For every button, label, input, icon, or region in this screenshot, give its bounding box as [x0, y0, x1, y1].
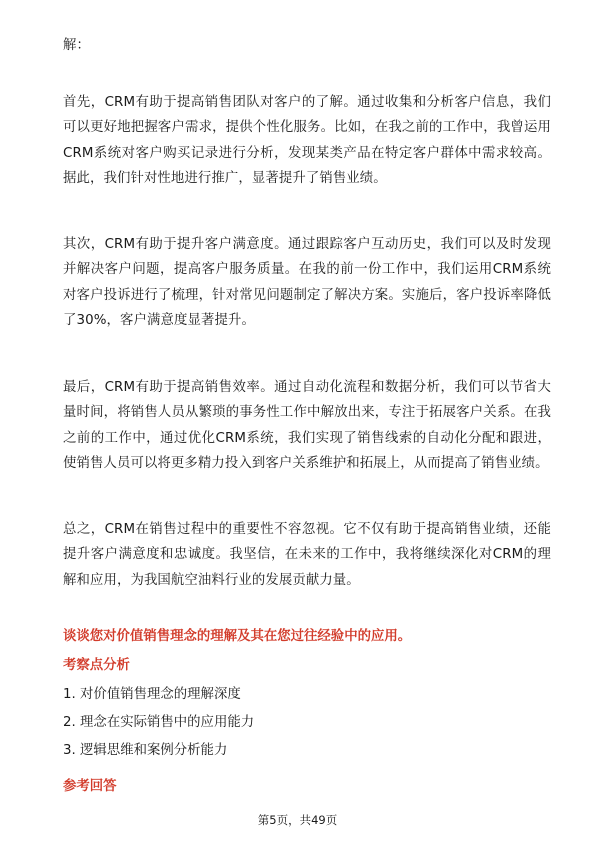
answer-paragraph-3: 最后，CRM有助于提高销售效率。通过自动化流程和数据分析，我们可以节省大量时间，将销售人员从繁琐的事务性工作中解放出来，专注于拓展客户关系。在我之前的工作中，通过优化CRM系统，我们实现了销售线索的自动化分配和跟进，使销售人员可以将更多精力投入到客户关系维护和拓展上，从而提高了销售业绩。	[63, 380, 551, 472]
answer-paragraph-4: 总之，CRM在销售过程中的重要性不容忽视。它不仅有助于提高销售业绩，还能提升客户满意度和忠诚度。我坚信，在未来的工作中，我将继续深化对CRM的理解和应用，为我国航空油料行业的发展贡献力量。	[63, 522, 551, 588]
answer-paragraph-2: 其次，CRM有助于提升客户满意度。通过跟踪客户互动历史，我们可以及时发现并解决客户问题，提高客户服务质量。在我的前一份工作中，我们运用CRM系统对客户投诉进行了梳理，针对常见问题制定了解决方案。实施后，客户投诉率降低了30%，客户满意度显著提升。	[63, 237, 551, 329]
reference-heading: 参考回答	[63, 779, 117, 794]
question-heading: 谈谈您对价值销售理念的理解及其在您过往经验中的应用。	[63, 629, 412, 644]
analysis-heading: 考察点分析	[63, 658, 130, 673]
answer-paragraph-1: 首先，CRM有助于提高销售团队对客户的了解。通过收集和分析客户信息，我们可以更好地把握客户需求，提供个性化服务。比如，在我之前的工作中，我曾运用CRM系统对客户购买记录进行分析，发现某类产品在特定客户群体中需求较高。据此，我们针对性地进行推广，显著提升了销售业绩。	[63, 95, 551, 187]
analysis-item-1: 1. 对价值销售理念的理解深度	[63, 687, 241, 702]
analysis-item-2: 2. 理念在实际销售中的应用能力	[63, 715, 255, 730]
answer-label: 解：	[63, 38, 90, 53]
page-footer: 第5页，共49页	[257, 813, 338, 827]
analysis-item-3: 3. 逻辑思维和案例分析能力	[63, 743, 228, 758]
